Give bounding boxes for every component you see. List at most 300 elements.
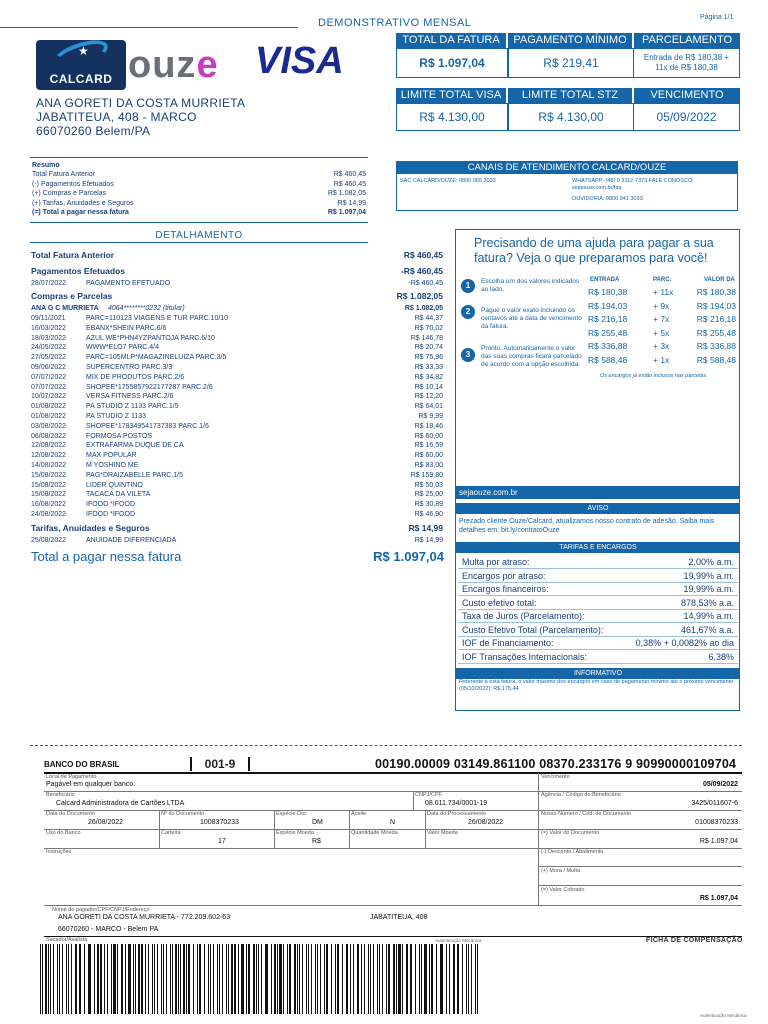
nosso-numero-label: Nosso Número / Cód. do Documento xyxy=(541,811,632,817)
agencia-value: 3425/011607-6 xyxy=(691,800,738,807)
barcode-bar xyxy=(308,944,309,1014)
option-entrada: R$ 588,48 xyxy=(588,354,628,365)
desconto-label: (-) Desconto / Abatimento xyxy=(541,849,604,855)
barcode-bar xyxy=(419,944,420,1014)
tarifa-row xyxy=(458,570,738,583)
resumo-bottom-rule xyxy=(30,222,368,223)
step-1-text: Escolha um dos valores indicados ao lado. xyxy=(481,278,580,293)
canais-sac: SAC CALCARD/OUZE: 0800 065 3033 xyxy=(400,178,496,184)
transaction-value: R$ 30,89 xyxy=(414,501,443,509)
option-entrada: R$ 180,38 xyxy=(588,287,628,297)
tarifa-value: 19,99% a.m. xyxy=(683,570,734,581)
tarifa-value: 14,99% a.m. xyxy=(683,611,734,621)
num-documento-value: 1008370233 xyxy=(200,819,239,826)
resumo-line-value: R$ 460,45 xyxy=(333,180,366,188)
barcode-bar xyxy=(386,944,387,1014)
especie-moeda-label: Espécie Moeda xyxy=(276,830,314,836)
mora-label: (+) Mora / Multa xyxy=(541,868,580,874)
step-3-text: Pronto. Automaticamente o valor das suas compras ficará parcelado de acordo com a opção escolhida. xyxy=(481,345,582,368)
transaction-value: R$ 18,46 xyxy=(414,422,443,430)
option-valor: R$ 588,48 xyxy=(696,354,736,365)
valor-cobrado-label: (=) Valor Cobrado xyxy=(541,887,585,893)
resumo-line-value: R$ 460,45 xyxy=(333,171,366,178)
barcode-bar xyxy=(410,944,412,1014)
barcode-bar xyxy=(431,944,433,1014)
barcode-bar xyxy=(178,944,179,1014)
tarifa-value: 2,00% a.m. xyxy=(688,557,734,567)
barcode-bar xyxy=(462,944,463,1014)
total-anterior-value: R$ 460,45 xyxy=(403,250,443,260)
pagador-label: Nome do pagador/CPF/CNPJ/Endereço xyxy=(52,907,150,913)
transaction-value: R$ 75,96 xyxy=(414,354,443,362)
barcode-bar xyxy=(208,944,209,1014)
valor-cobrado-value: R$ 1.097,04 xyxy=(699,895,738,902)
transaction-value: R$ 44,37 xyxy=(414,315,443,322)
transaction-date: 15/08/2022 xyxy=(31,481,67,489)
tarifa-label: Custo Efetivo Total (Parcelamento): xyxy=(462,624,604,635)
barcode-bar xyxy=(299,944,300,1014)
transaction-desc: IFOOD *IFOOD xyxy=(86,511,135,518)
barcode-bar xyxy=(104,944,105,1014)
resumo-line-label: (+) Compras e Parcelas xyxy=(32,190,107,197)
barcode-bar xyxy=(466,944,467,1014)
transaction-value: R$ 33,33 xyxy=(414,364,443,371)
barcode-bar xyxy=(170,944,171,1014)
pagamentos-label: Pagamentos Efetuados xyxy=(31,266,125,276)
autenticacao-bottom-label: Autenticação Mecânica xyxy=(700,1013,747,1018)
compras-value: R$ 1.082,05 xyxy=(396,291,443,301)
barcode-bar xyxy=(166,944,167,1014)
transaction-desc: IFOOD *IFOOD xyxy=(86,501,135,509)
transaction-date: 12/08/2022 xyxy=(31,452,67,460)
barcode-bar xyxy=(246,944,247,1014)
option-valor: R$ 255,48 xyxy=(696,327,736,338)
barcode-bar xyxy=(197,944,198,1014)
canais-ouvidoria: OUVIDORIA: 0800 941 3033. xyxy=(572,196,645,202)
ouze-logo xyxy=(128,44,219,87)
ouze-logo-text: ouz xyxy=(128,44,197,86)
transaction-date: 14/08/2022 xyxy=(31,462,67,469)
barcode-bar xyxy=(477,944,478,1014)
barcode-bar xyxy=(377,944,378,1014)
transaction-value: R$ 70,02 xyxy=(414,324,443,332)
transaction-desc: PAG*DRAIZABELLE PARC.1/5 xyxy=(86,471,183,479)
vencimento-header: VENCIMENTO xyxy=(634,88,740,103)
tarifa-row xyxy=(458,624,738,637)
transaction-date: 27/05/2022 xyxy=(31,354,67,362)
resumo-line-value: R$ 1.082,05 xyxy=(327,190,366,197)
barcode-bar xyxy=(113,944,116,1014)
barcode-bar xyxy=(175,944,177,1014)
barcode-bar xyxy=(402,944,403,1014)
transaction-desc: TACACA DA VILETA xyxy=(86,491,151,499)
resumo-title: Resumo xyxy=(32,162,60,169)
barcode xyxy=(40,944,485,1014)
transaction-value: R$ 83,00 xyxy=(414,462,443,469)
calcard-logo-text: CALCARD xyxy=(49,72,113,86)
barcode-bar xyxy=(79,944,81,1014)
barcode-bar xyxy=(138,944,140,1014)
barcode-bar xyxy=(94,944,95,1014)
tarifa-row xyxy=(458,610,738,623)
transaction-date: 07/07/2022 xyxy=(31,373,67,381)
barcode-bar xyxy=(361,944,362,1014)
barcode-bar xyxy=(294,944,296,1014)
limite-stz-value: R$ 4.130,00 xyxy=(508,103,634,131)
cut-line xyxy=(30,745,742,746)
barcode-bar xyxy=(326,944,328,1014)
tarifa-value: R$ 14,99 xyxy=(414,537,443,544)
valor-documento-value: R$ 1.097,04 xyxy=(699,838,738,845)
resumo-line-label: (-) Pagamentos Efetuados xyxy=(32,180,114,188)
total-anterior-label: Total Fatura Anterior xyxy=(31,250,115,260)
vencimento-label: Vencimento xyxy=(541,774,570,780)
barcode-bar xyxy=(424,944,427,1014)
detalhamento-title: DETALHAMENTO xyxy=(155,230,243,241)
barcode-bar xyxy=(53,944,54,1014)
barcode-bar xyxy=(320,944,321,1014)
option-entrada: R$ 255,48 xyxy=(588,327,628,338)
barcode-bar xyxy=(204,944,205,1014)
transaction-desc: PARC=105MLP*MAGAZINELUIZA PARC.3/5 xyxy=(86,354,227,362)
barcode-bar xyxy=(368,944,369,1014)
autenticacao-label: Autenticação Mecânica xyxy=(435,938,482,943)
tarifa-row xyxy=(458,637,738,650)
boleto-divider xyxy=(349,810,350,848)
tarifas-label: Tarifas, Anuidades e Seguros xyxy=(31,523,150,533)
transaction-value: R$ 34,82 xyxy=(414,373,443,381)
pagamento-date: 28/07/2022 xyxy=(31,280,67,287)
aviso-text: Prezado cliente Ouze/Calcard, atualizamos nosso contrato de adesão. Saiba mais detalhes em: bit.ly/contratoOuze xyxy=(459,518,715,534)
boleto-divider xyxy=(274,810,275,848)
barcode-bar xyxy=(289,944,291,1014)
pagamento-value: -R$ 460,45 xyxy=(408,280,443,287)
sacador-label: Sacador/Avalista xyxy=(46,937,88,943)
barcode-bar xyxy=(415,944,416,1014)
barcode-bar xyxy=(471,944,472,1014)
pagamento-minimo-header: PAGAMENTO MÍNIMO xyxy=(508,33,632,48)
col-valor-header: VALOR DA xyxy=(704,277,735,283)
barcode-bar xyxy=(66,944,67,1014)
transaction-date: 12/08/2022 xyxy=(31,442,67,450)
barcode-bar xyxy=(342,944,343,1014)
total-fatura-header: TOTAL DA FATURA xyxy=(396,33,506,48)
barcode-bar xyxy=(152,944,153,1014)
option-entrada: R$ 216,18 xyxy=(588,314,628,324)
option-parcelas: + 11x xyxy=(653,287,674,297)
ficha-compensacao-label: FICHA DE COMPENSAÇÃO xyxy=(646,937,743,944)
bank-name: BANCO DO BRASIL xyxy=(44,760,120,769)
barcode-bar xyxy=(449,944,450,1014)
barcode-bar xyxy=(446,944,447,1014)
option-parcelas: + 5x xyxy=(653,327,670,338)
data-documento-value: 26/08/2022 xyxy=(88,819,124,826)
barcode-bar xyxy=(88,944,91,1014)
agencia-label: Agência / Código do Beneficiário xyxy=(541,792,621,798)
barcode-bar xyxy=(188,944,190,1014)
barcode-bar xyxy=(315,944,316,1014)
resumo-line-value: R$ 14,99 xyxy=(337,199,366,207)
visa-logo: VISA xyxy=(255,40,344,82)
transaction-desc: LIDER QUINTINO xyxy=(86,481,143,489)
boleto-rule xyxy=(44,848,742,849)
barcode-bar xyxy=(373,944,374,1014)
tarifa-value: 19,99% a.m. xyxy=(683,584,734,594)
barcode-bar xyxy=(398,944,401,1014)
barcode-bar xyxy=(421,944,422,1014)
customer-address: JABATITEUA, 408 - MARCO xyxy=(36,110,197,124)
transaction-date: 06/08/2022 xyxy=(31,432,67,440)
customer-city: 66070260 Belem/PA xyxy=(36,124,151,138)
bank-code: 001-9 xyxy=(190,757,250,771)
barcode-bar xyxy=(429,944,430,1014)
site-link[interactable]: sejaouze.com.br xyxy=(456,486,740,499)
barcode-bar xyxy=(145,944,146,1014)
tarifas-value: R$ 14,99 xyxy=(408,523,443,533)
barcode-bar xyxy=(396,944,397,1014)
transaction-desc: AZUL WE*PHN4YZPANTOJA PARC.6/10 xyxy=(86,334,215,342)
tarifa-label: Encargos por atraso: xyxy=(462,570,546,581)
especie-doc-value: DM xyxy=(312,819,323,826)
especie-doc-label: Espécie Doc xyxy=(276,811,307,817)
barcode-bar xyxy=(117,944,118,1014)
barcode-bar xyxy=(219,944,220,1014)
compras-label: Compras e Parcelas xyxy=(31,291,113,301)
barcode-bar xyxy=(125,944,126,1014)
help-title: Precisando de uma ajuda para pagar a sua fatura? Veja o que preparamos para você! xyxy=(474,236,714,265)
transaction-value: R$ 64,01 xyxy=(414,403,443,411)
transaction-date: 15/08/2022 xyxy=(31,471,67,479)
barcode-bar xyxy=(40,944,41,1014)
barcode-bar xyxy=(193,944,194,1014)
boleto-rule xyxy=(44,810,742,811)
data-processamento-value: 26/08/2022 xyxy=(468,819,504,826)
transaction-value: R$ 20,74 xyxy=(414,344,443,352)
barcode-bar xyxy=(302,944,303,1014)
detalhamento-rule xyxy=(30,242,368,243)
tarifa-label: Encargos financeiros: xyxy=(462,584,549,594)
aviso-header: AVISO xyxy=(456,503,740,514)
tarifa-label: Taxa de Juros (Parcelamento): xyxy=(462,611,585,621)
barcode-bar xyxy=(248,944,250,1014)
transaction-date: 16/08/2022 xyxy=(31,501,67,509)
barcode-bar xyxy=(406,944,408,1014)
step-1-icon: 1 xyxy=(461,279,475,293)
barcode-bar xyxy=(148,944,149,1014)
cnpj-value: 08.611.734/0001-19 xyxy=(425,800,488,807)
num-documento-label: Nº do Documento xyxy=(161,811,205,817)
option-parcelas: + 7x xyxy=(653,314,670,324)
option-entrada: R$ 194,03 xyxy=(588,300,628,311)
barcode-bar xyxy=(256,944,257,1014)
transaction-desc: VERSA FITNESS PARC.2/6 xyxy=(86,393,174,401)
transaction-value: R$ 10,14 xyxy=(414,383,443,391)
barcode-bar xyxy=(183,944,185,1014)
boleto-divider xyxy=(159,810,160,848)
boleto-rule xyxy=(538,885,742,886)
carteira-label: Carteira xyxy=(161,830,181,836)
tarifa-label: IOF de Financiamento: xyxy=(462,638,554,648)
card-total: R$ 1.082,05 xyxy=(404,305,443,312)
data-processamento-label: Data do Processamento xyxy=(427,811,487,817)
barcode-bar xyxy=(161,944,162,1014)
local-pagamento-value: Pagável em qualquer banco. xyxy=(46,781,136,788)
barcode-bar xyxy=(226,944,227,1014)
transaction-value: R$ 9,99 xyxy=(418,413,443,420)
parcelamento-value xyxy=(633,48,740,78)
transaction-desc: PARC=110123 VIAGENS E TUR PARC.10/10 xyxy=(86,315,229,322)
transaction-desc: PA STUDIO Z 1133 xyxy=(86,413,147,420)
beneficiario-label: Beneficiário xyxy=(46,792,75,798)
barcode-bar xyxy=(475,944,476,1014)
tarifa-row xyxy=(458,651,738,664)
vencimento-value: 05/09/2022 xyxy=(633,103,740,131)
barcode-bar xyxy=(324,944,325,1014)
barcode-bar xyxy=(180,944,181,1014)
pagamento-minimo-value: R$ 219,41 xyxy=(508,48,634,78)
transaction-value: R$ 146,78 xyxy=(410,334,443,342)
tarifa-row xyxy=(458,583,738,596)
transaction-desc: M YOSHINO ME xyxy=(86,462,139,469)
barcode-bar xyxy=(337,944,339,1014)
barcode-bar xyxy=(50,944,51,1014)
barcode-bar xyxy=(59,944,60,1014)
barcode-bar xyxy=(335,944,336,1014)
barcode-bar xyxy=(279,944,282,1014)
boleto-divider xyxy=(413,791,414,810)
barcode-bar xyxy=(234,944,236,1014)
transaction-desc: EBANX*SHEIN PARC.6/6 xyxy=(86,324,167,332)
transaction-date: 01/08/2022 xyxy=(31,403,67,411)
pagamentos-value: -R$ 460,45 xyxy=(400,266,443,276)
beneficiario-value: Calcard Administradora de Cartões LTDA xyxy=(56,800,185,807)
step-2-icon: 2 xyxy=(461,305,475,319)
resumo-line-label: (=) Total a pagar nessa fatura xyxy=(32,209,129,216)
parcelamento-line-2: 11x de R$ 180,38 xyxy=(655,63,718,72)
barcode-bar xyxy=(186,944,187,1014)
barcode-bar xyxy=(111,944,112,1014)
transaction-date: 01/08/2022 xyxy=(31,413,67,420)
barcode-bar xyxy=(154,944,155,1014)
barcode-bar xyxy=(277,944,278,1014)
tarifa-value: 6,38% xyxy=(708,651,734,662)
total-pagar-label: Total a pagar nessa fatura xyxy=(31,549,182,564)
barcode-bar xyxy=(107,944,108,1014)
option-parcelas: + 9x xyxy=(653,300,670,311)
transaction-desc: WWW*ELO7 PARC.4/4 xyxy=(86,344,159,352)
valor-documento-label: (=) Valor do Documento xyxy=(541,830,600,836)
barcode-bar xyxy=(393,944,395,1014)
linha-digitavel: 00190.00009 03149.861100 08370.233176 9 90990000109704 xyxy=(375,757,737,771)
pagador-city: 66070260 - MARCO - Belem PA xyxy=(58,926,159,933)
barcode-bar xyxy=(135,944,136,1014)
option-valor: R$ 194,03 xyxy=(696,300,736,311)
tarifa-desc: ANUIDADE DIFERENCIADA xyxy=(86,537,177,544)
customer-name: ANA GORETI DA COSTA MURRIETA xyxy=(36,96,246,110)
transaction-desc: FORMOSA POSTOS xyxy=(86,432,152,440)
transaction-desc: MAX POPULAR xyxy=(86,452,137,460)
resumo-line-label: (+) Tarifas, Anuidades e Seguros xyxy=(32,199,134,207)
barcode-bar xyxy=(274,944,276,1014)
boleto-rule xyxy=(44,905,742,906)
boleto-rule xyxy=(538,866,742,867)
tarifa-label: Multa por atraso: xyxy=(462,557,530,567)
barcode-bar xyxy=(45,944,47,1014)
tarifa-row xyxy=(458,597,738,610)
especie-moeda-value: R$ xyxy=(312,838,321,845)
total-pagar-value: R$ 1.097,04 xyxy=(373,549,444,564)
pagamento-desc: PAGAMENTO EFETUADO xyxy=(86,280,171,287)
transaction-date: 24/08/2022 xyxy=(31,511,67,518)
resumo-line-label: Total Fatura Anterior xyxy=(32,171,96,178)
barcode-bar xyxy=(163,944,164,1014)
canais-whatsapp: WHATSAPP: (48) 9 9112-7373 FALE CONOSCO: xyxy=(572,178,694,184)
option-valor: R$ 336,88 xyxy=(696,341,736,351)
transaction-value: R$ 12,20 xyxy=(414,393,443,401)
barcode-bar xyxy=(317,944,318,1014)
barcode-bar xyxy=(468,944,469,1014)
barcode-bar xyxy=(265,944,268,1014)
barcode-bar xyxy=(453,944,455,1014)
barcode-bar xyxy=(84,944,85,1014)
limite-visa-value: R$ 4.130,00 xyxy=(396,103,508,131)
barcode-bar xyxy=(217,944,218,1014)
transaction-value: R$ 46,90 xyxy=(414,511,443,518)
barcode-bar xyxy=(48,944,49,1014)
transaction-value: R$ 60,00 xyxy=(414,432,443,440)
barcode-bar xyxy=(238,944,239,1014)
transaction-desc: SUPERCENTRO PARC.3/3 xyxy=(86,364,173,371)
quantidade-moeda-label: Quantidade Moeda xyxy=(351,830,398,836)
barcode-bar xyxy=(287,944,288,1014)
tarifa-row xyxy=(458,556,738,569)
transaction-date: 16/03/2022 xyxy=(31,324,67,332)
barcode-bar xyxy=(141,944,143,1014)
aceite-label: Aceite xyxy=(351,811,367,817)
barcode-bar xyxy=(283,944,284,1014)
carteira-value: 17 xyxy=(218,838,226,845)
option-parcelas: + 1x xyxy=(653,354,670,365)
barcode-bar xyxy=(222,944,223,1014)
transaction-value: R$ 60,00 xyxy=(414,452,443,460)
tarifa-value: 0,38% + 0,0082% ao dia xyxy=(635,638,734,648)
barcode-bar xyxy=(157,944,158,1014)
barcode-bar xyxy=(71,944,72,1014)
boleto-rule xyxy=(44,791,742,792)
barcode-bar xyxy=(42,944,43,1014)
tarifa-value: 461,67% a.a. xyxy=(680,624,734,635)
informativo-header: INFORMATIVO xyxy=(456,668,740,679)
transaction-date: 09/11/2021 xyxy=(31,315,66,322)
boleto-divider xyxy=(538,773,539,905)
transaction-date: 15/08/2022 xyxy=(31,491,67,499)
cnpj-label: CNPJ/CPF xyxy=(415,792,442,798)
col-entrada-header: ENTRADA xyxy=(590,277,620,283)
barcode-bar xyxy=(57,944,58,1014)
page-number: Página 1/1 xyxy=(700,14,734,21)
aceite-value: N xyxy=(390,819,396,826)
tarifa-date: 25/08/2022 xyxy=(31,537,67,544)
barcode-bar xyxy=(231,944,233,1014)
transaction-date: 07/07/2022 xyxy=(31,383,67,391)
transaction-value: R$ 16,59 xyxy=(414,442,443,450)
document-title: DEMONSTRATIVO MENSAL xyxy=(318,17,472,29)
uso-banco-label: Uso do Banco xyxy=(46,830,81,836)
option-parcelas: + 3x xyxy=(653,341,670,351)
tarifa-label: Custo efetivo total: xyxy=(462,597,537,608)
barcode-bar xyxy=(75,944,77,1014)
parcelamento-line-1: Entrada de R$ 180,38 + xyxy=(643,53,730,62)
